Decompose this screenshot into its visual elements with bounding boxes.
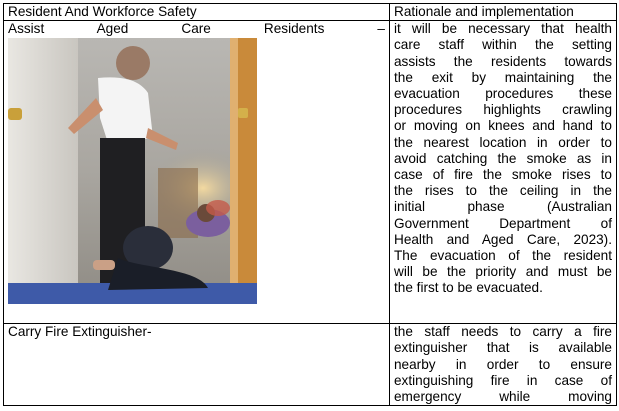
rationale-line: the nearest location in order to: [394, 134, 612, 150]
row-cell-safety: [4, 324, 390, 406]
rationale-line: procedures highlights crawling: [394, 102, 612, 118]
rationale-line: extinguisher that is available: [394, 340, 612, 356]
rationale-line: emergency while moving: [394, 389, 612, 405]
rationale-line: assists the residents towards: [394, 53, 612, 69]
rationale-line: Government Department of: [394, 215, 612, 231]
rationale-line: nearby in order to ensure: [394, 356, 612, 372]
table-row: [4, 324, 617, 406]
header-row: [4, 4, 617, 21]
rationale-line: the first to be evacuated.: [394, 280, 543, 296]
rationale-line: the rises to the ceiling in the: [394, 183, 612, 199]
header-col-safety: Resident And Workforce Safety: [4, 4, 390, 21]
row-cell-safety: [4, 21, 390, 324]
rationale-line: initial phase (Australian: [394, 199, 612, 215]
row-cell-rationale: [390, 21, 617, 324]
rationale-line: evacuation procedures these: [394, 86, 612, 102]
header-col-rationale: Rationale and implementation: [390, 4, 617, 21]
table-row: [4, 21, 617, 324]
safety-table: [3, 3, 617, 406]
rationale-line: it will be necessary that health: [394, 21, 612, 37]
rationale-line: extinguishing fire in case of: [394, 372, 612, 388]
row-title: Carry Fire Extinguisher-: [8, 324, 152, 340]
rationale-line: care staff within the setting: [394, 37, 612, 53]
rationale-line: avoid catching the smoke as in: [394, 150, 612, 166]
evacuation-photo: [8, 38, 257, 304]
rationale-line: will be the priority and must be: [394, 264, 612, 280]
rationale-line: Health and Aged Care, 2023).: [394, 231, 612, 247]
row-cell-rationale: [390, 324, 617, 406]
rationale-line: case of fire the smoke rises to: [394, 167, 612, 183]
evacuation-illustration: [8, 38, 257, 304]
rationale-line: the exit by maintaining the: [394, 69, 612, 85]
row-title: Assist Aged Care Residents –: [8, 21, 385, 37]
rationale-line: or moving on knees and hand to: [394, 118, 612, 134]
rationale-line: The evacuation of the resident: [394, 248, 612, 264]
rationale-line: the staff needs to carry a fire: [394, 324, 612, 340]
